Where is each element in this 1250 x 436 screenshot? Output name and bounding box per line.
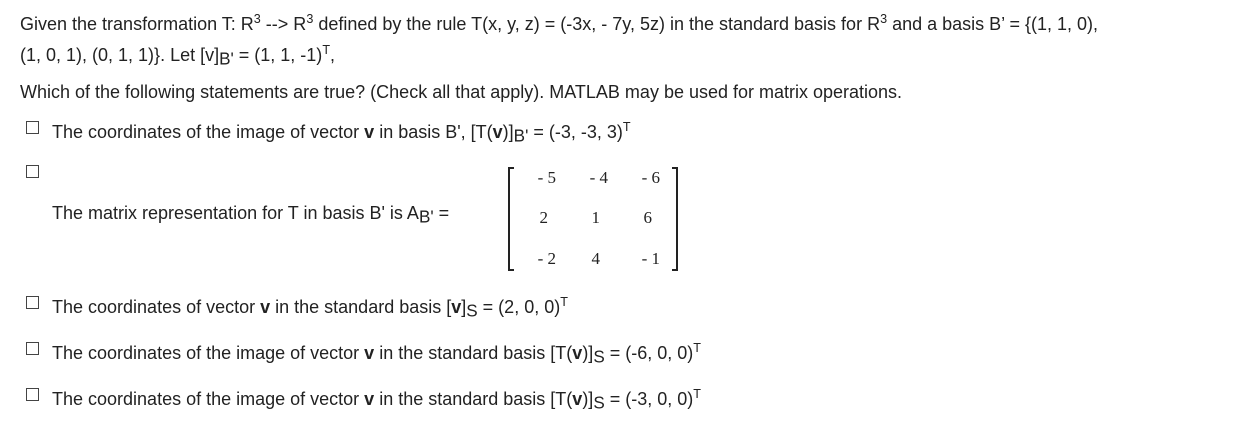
matrix-cell: - 1: [641, 249, 660, 268]
matrix-cell: 4: [591, 249, 600, 268]
option-3-checkbox[interactable]: [26, 296, 39, 309]
matrix-cell: - 2: [537, 249, 556, 268]
subscript: S: [593, 393, 605, 413]
matrix-cell: 1: [591, 208, 600, 227]
option-5-checkbox[interactable]: [26, 388, 39, 401]
superscript: 3: [306, 12, 314, 27]
option-text: The coordinates of vector: [52, 297, 261, 317]
matrix-cell: - 4: [589, 168, 608, 187]
option-text: in the standard basis [T(: [374, 343, 573, 363]
option-text: = (2, 0, 0): [477, 297, 561, 317]
option-text: = (-3, -3, 3): [528, 122, 623, 142]
superscript: 3: [253, 12, 261, 27]
question-text: Given the transformation T: R: [20, 14, 254, 34]
option-text: =: [433, 203, 450, 223]
option-text: in basis B', [T(: [374, 122, 493, 142]
option-text: The matrix representation for T in basis B' is A: [52, 203, 419, 223]
vector-v: v: [364, 122, 375, 142]
matrix-cell: - 6: [641, 168, 660, 187]
subscript: S: [593, 347, 605, 367]
question-text: and a basis B’ = {(1, 1, 0),: [887, 14, 1099, 34]
option-text: in the standard basis [T(: [374, 389, 573, 409]
matrix-right-bracket: [672, 167, 678, 271]
question-line-1: [20, 13, 1098, 35]
option-1-checkbox[interactable]: [26, 121, 39, 134]
option-3-label: [52, 295, 568, 321]
vector-v: v: [451, 297, 462, 317]
question-line-2: [20, 43, 336, 69]
matrix-cell: - 5: [537, 168, 556, 187]
vector-v: v: [572, 343, 583, 363]
superscript: T: [560, 295, 568, 310]
question-text: = (1, 1, -1): [233, 45, 323, 65]
question-prompt: Which of the following statements are true? (Check all that apply). MATLAB may be used for matrix operations.: [20, 82, 903, 102]
question-text: (1, 0, 1), (0, 1, 1)}. Let [v]: [20, 45, 220, 65]
question-text: defined by the rule T(x, y, z) = (-3x, - 7y, 5z) in the standard basis for R: [313, 14, 881, 34]
option-text: = (-3, 0, 0): [604, 389, 694, 409]
option-text: The coordinates of the image of vector: [52, 343, 365, 363]
vector-v: v: [492, 122, 503, 142]
subscript: B': [219, 49, 234, 69]
vector-v: v: [260, 297, 271, 317]
option-2-checkbox[interactable]: [26, 165, 39, 178]
option-text: in the standard basis [: [270, 297, 452, 317]
superscript: T: [322, 43, 331, 58]
question-text: --> R: [260, 14, 307, 34]
option-text: The coordinates of the image of vector: [52, 122, 365, 142]
option-2-label: [52, 202, 450, 227]
option-1-label: [52, 120, 631, 146]
subscript: S: [466, 301, 478, 321]
subscript: B': [513, 126, 529, 146]
option-text: )]: [502, 122, 514, 142]
matrix-a-b-prime: [506, 165, 680, 273]
matrix-cell: 2: [539, 208, 548, 227]
vector-v: v: [572, 389, 583, 409]
option-text: ]: [461, 297, 467, 317]
superscript: T: [693, 341, 701, 356]
option-4-checkbox[interactable]: [26, 342, 39, 355]
option-text: )]: [582, 343, 594, 363]
option-5-label: [52, 387, 701, 413]
vector-v: v: [364, 389, 375, 409]
option-text: = (-6, 0, 0): [604, 343, 694, 363]
vector-v: v: [364, 343, 375, 363]
superscript: T: [693, 387, 701, 402]
option-text: )]: [582, 389, 594, 409]
option-4-label: [52, 341, 701, 367]
matrix-cell: 6: [643, 208, 652, 227]
subscript: B': [418, 207, 434, 227]
superscript: T: [622, 120, 631, 135]
option-text: The coordinates of the image of vector: [52, 389, 365, 409]
question-text: ,: [330, 45, 336, 65]
superscript: 3: [880, 12, 888, 27]
